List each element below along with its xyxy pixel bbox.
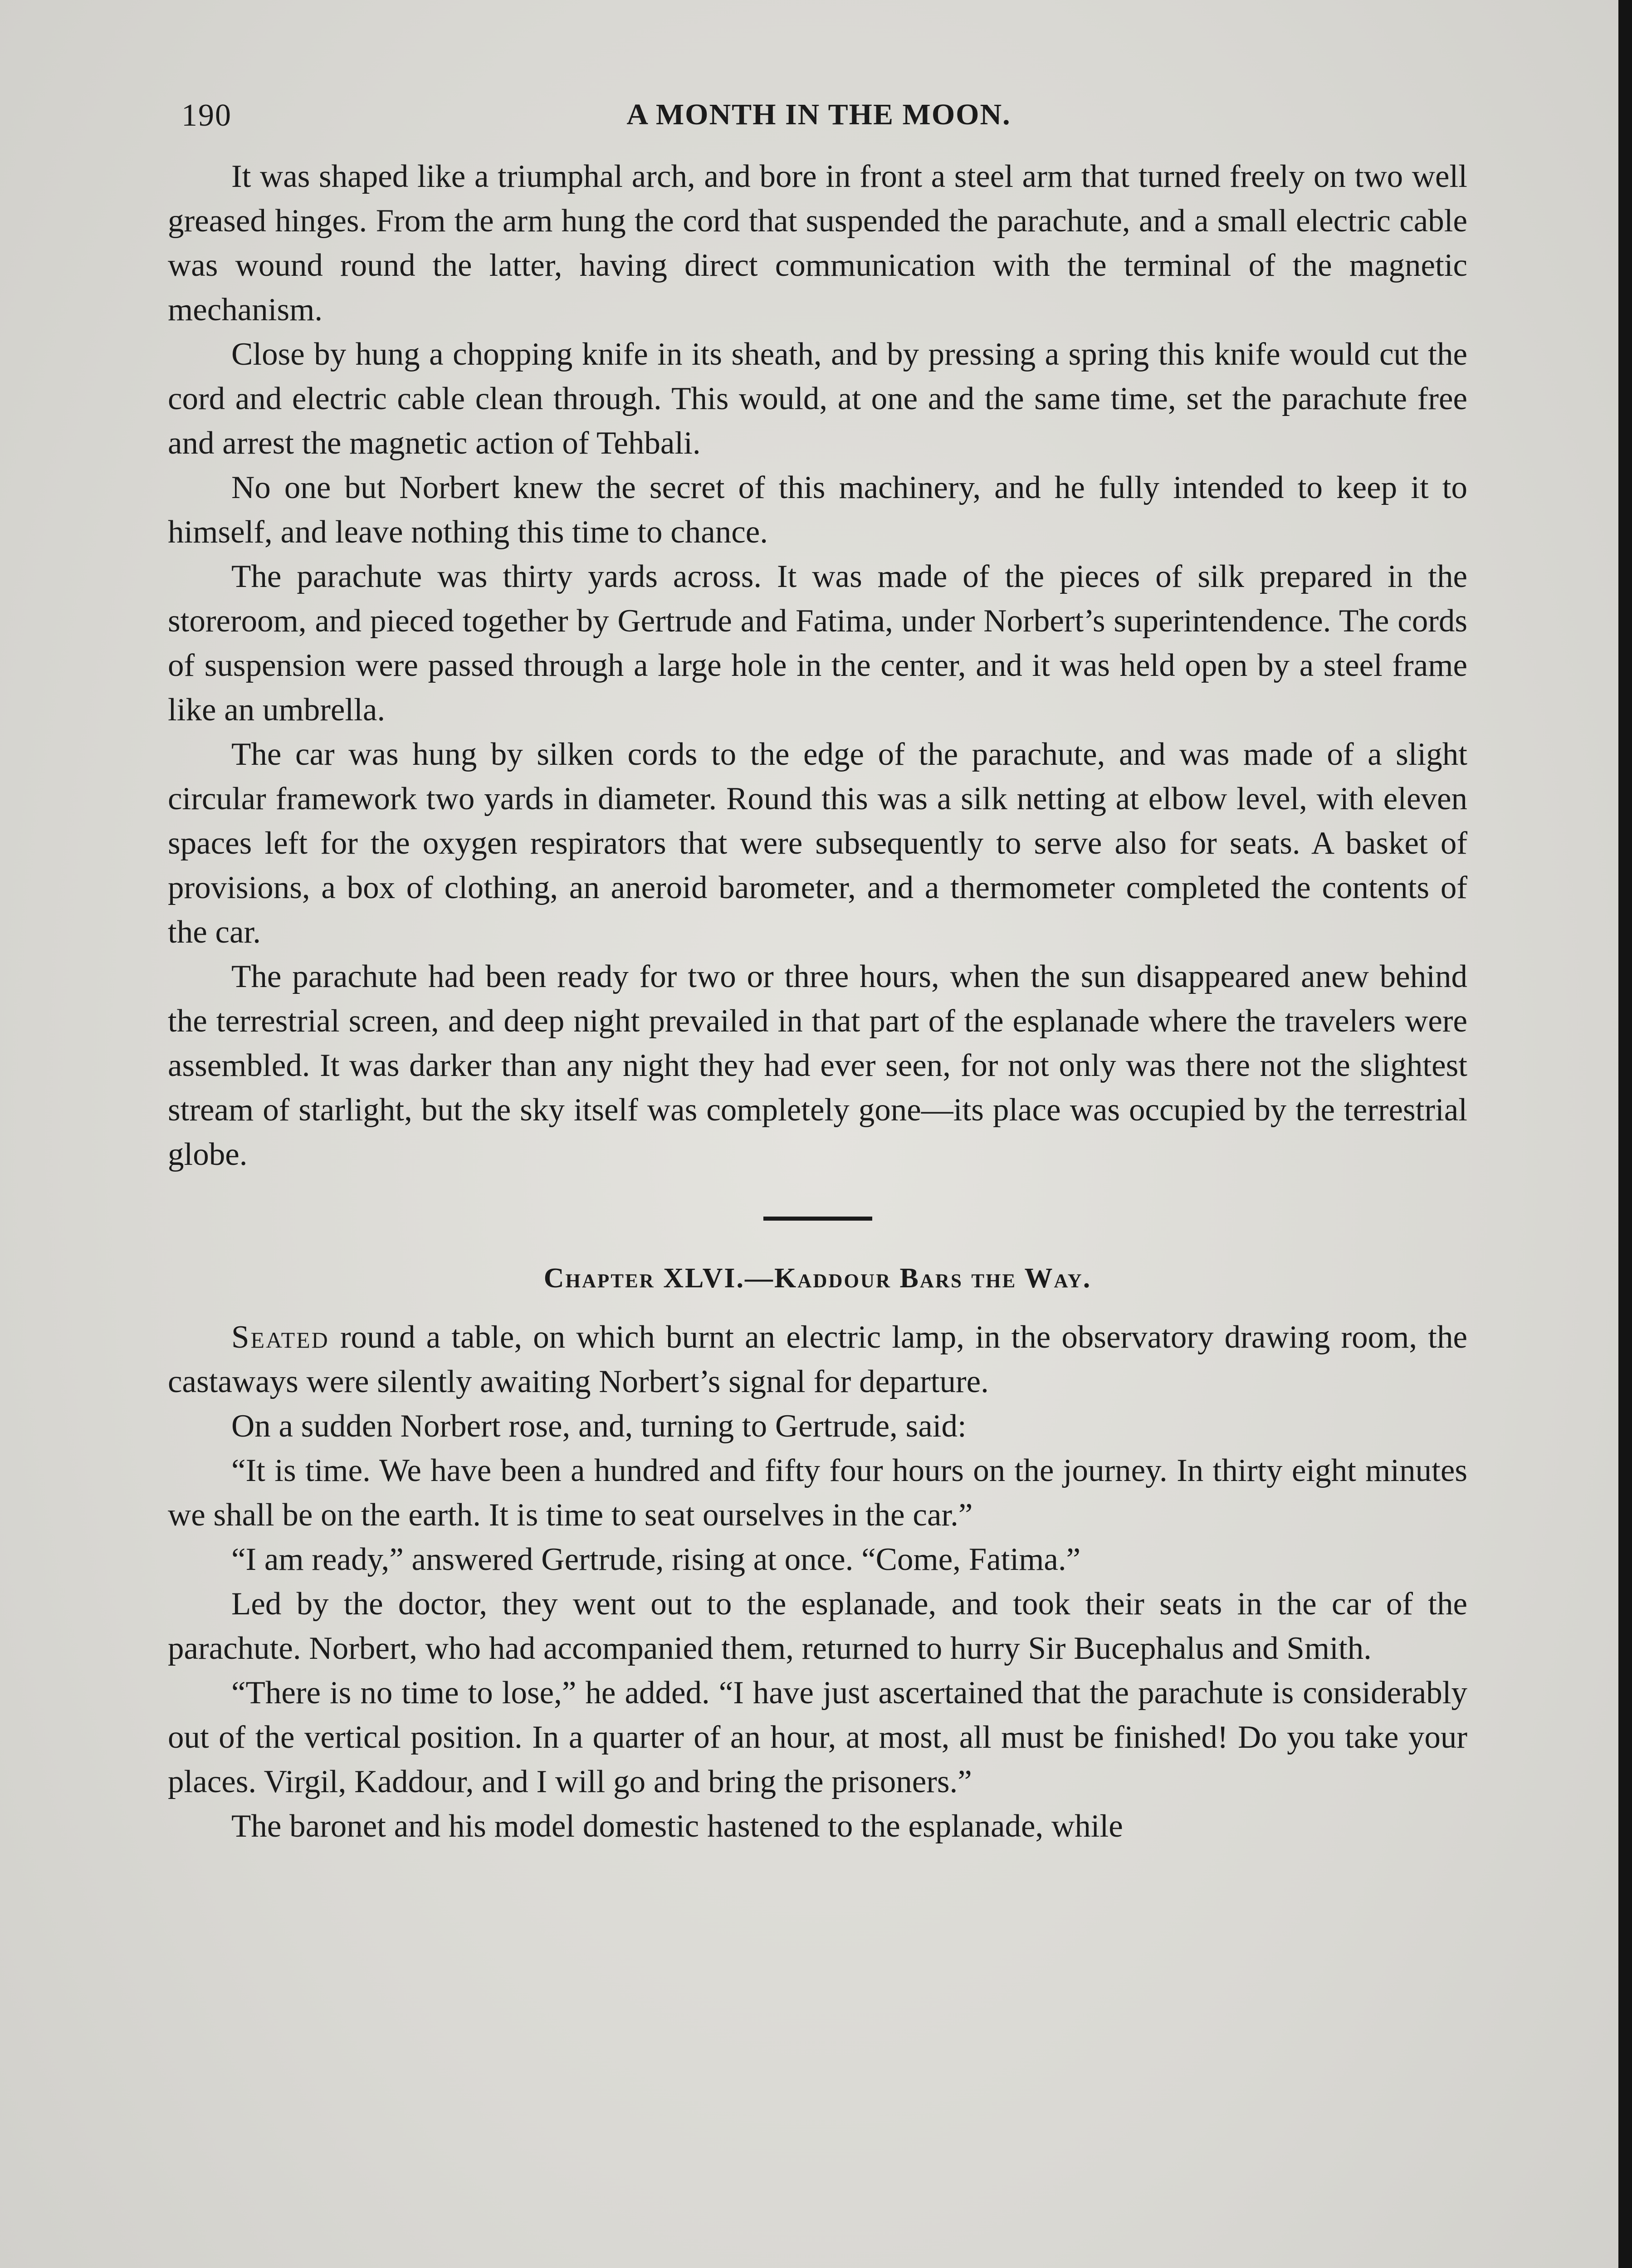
- chapter-opening-paragraph: [168, 1315, 1467, 1404]
- body-text: [168, 154, 1467, 1848]
- running-head: A MONTH IN THE MOON.: [626, 98, 1011, 131]
- paragraph: Led by the doctor, they went out to the esplanade, and took their seats in the car of the parachute. Norbert, who had accompanied them, returned to hurry Sir Bucephalus and Smith.: [168, 1586, 1467, 1666]
- paragraph: The baronet and his model domestic hastened to the esplanade, while: [231, 1809, 1123, 1844]
- paragraph: It was shaped like a triumphal arch, and bore in front a steel arm that turned freely on two well greased hinges. From the arm hung the cord that suspended the parachute, and a small electric cable was wound round the latter, having direct communication with the terminal of the magnetic mechanism.: [168, 159, 1467, 327]
- page-header: [168, 98, 1470, 138]
- paragraph: “I am ready,” answered Gertrude, rising at once. “Come, Fatima.”: [231, 1542, 1081, 1577]
- opening-word: Seated: [231, 1320, 329, 1355]
- page-number: 190: [181, 98, 232, 133]
- paragraph: “There is no time to lose,” he added. “I have just ascertained that the parachute is considerably out of the vertical position. In a quarter of an hour, at most, all must be finished! Do you take your places. Virgil, Kaddour, and I will go and bring the prisoners.”: [168, 1675, 1467, 1799]
- paragraph: The car was hung by silken cords to the edge of the parachute, and was made of a slight circular framework two yards in diameter. Round this was a silk netting at elbow level, with eleven spaces left for the oxygen respirators that were subsequently to serve also for seats. A basket of provisions, a box of clothing, an aneroid barometer, and a thermometer completed the contents of the car.: [168, 737, 1467, 950]
- paragraph: Close by hung a chopping knife in its sheath, and by pressing a spring this knife would cut the cord and electric cable clean through. This would, at one and the same time, set the parachute free and arrest the magnetic action of Tehbali.: [168, 337, 1467, 461]
- scan-edge: [1618, 0, 1632, 2268]
- section-divider: [763, 1217, 872, 1221]
- paragraph: The parachute had been ready for two or three hours, when the sun disappeared anew behind the terrestrial screen, and deep night prevailed in that part of the esplanade where the travelers were assembled. It was darker than any night they had ever seen, for not only was there not the slightest stream of starlight, but the sky itself was completely gone—its place was occupied by the terrestrial globe.: [168, 959, 1467, 1172]
- paragraph: “It is time. We have been a hundred and fifty four hours on the journey. In thirty eight minutes we shall be on the earth. It is time to seat ourselves in the car.”: [168, 1453, 1467, 1533]
- opening-text: round a table, on which burnt an electric lamp, in the observatory drawing room, the castaways were silently awaiting Norbert’s signal for departure.: [168, 1320, 1467, 1399]
- paragraph: No one but Norbert knew the secret of this machinery, and he fully intended to keep it to himself, and leave nothing this time to chance.: [168, 470, 1467, 550]
- paragraph: The parachute was thirty yards across. It was made of the pieces of silk prepared in the storeroom, and pieced together by Gertrude and Fatima, under Norbert’s superintendence. The cords of suspension were passed through a large hole in the center, and it was held open by a steel frame like an umbrella.: [168, 559, 1467, 728]
- paragraph: On a sudden Norbert rose, and, turning to Gertrude, said:: [231, 1408, 967, 1444]
- chapter-title: Chapter XLVI.—Kaddour Bars the Way.: [543, 1263, 1092, 1294]
